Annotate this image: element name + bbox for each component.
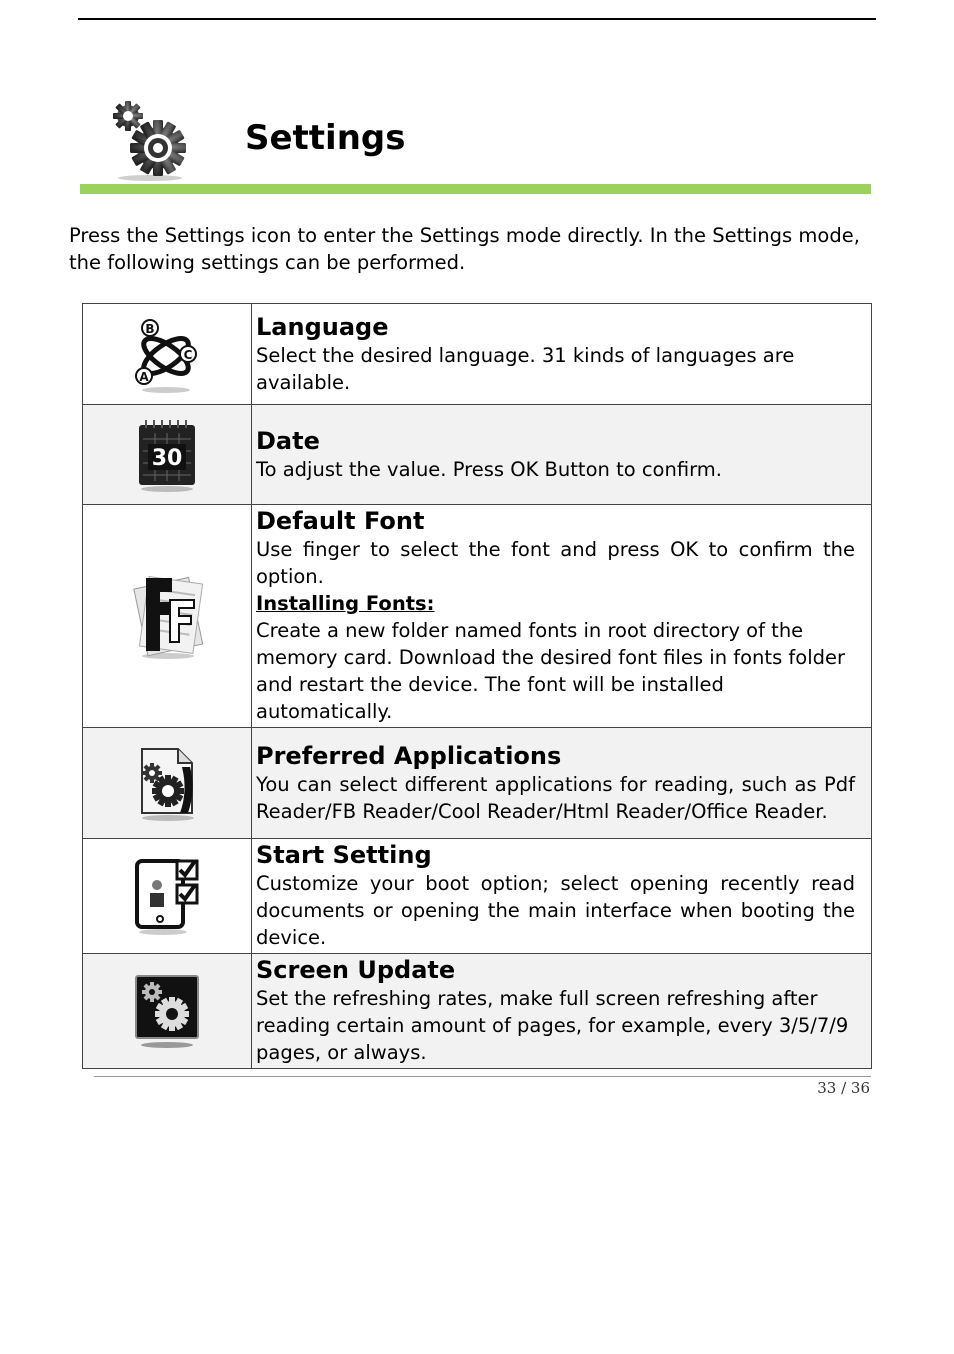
setting-title: Language xyxy=(256,312,389,341)
accent-bar xyxy=(80,184,871,194)
setting-description: Select the desired language. 31 kinds of languages are available. xyxy=(256,343,795,394)
setting-title: Start Setting xyxy=(256,841,432,869)
installing-fonts-subheading: Installing Fonts: xyxy=(256,592,435,615)
table-row xyxy=(83,954,872,1069)
settings-table xyxy=(82,303,872,1069)
setting-title: Default Font xyxy=(256,507,425,535)
top-rule xyxy=(78,18,876,20)
calendar-day: 30 xyxy=(151,445,183,471)
intro-paragraph: Press the Settings icon to enter the Settings mode directly. In the Settings mode, the following settings can be performed. xyxy=(69,224,860,274)
setting-title: Screen Update xyxy=(256,956,456,984)
setting-description-extra: Create a new folder named fonts in root directory of the memory card. Download the desired font files in fonts folder and restart the device. The font will be installed automatically. xyxy=(256,619,846,723)
page-title: Settings xyxy=(245,118,406,158)
table-row xyxy=(83,405,872,505)
language-abc-icon xyxy=(132,312,202,396)
table-row xyxy=(83,728,872,839)
text-cell xyxy=(252,728,872,839)
setting-description: You can select different applications for reading, such as Pdf Reader/FB Reader/Cool Reader/Html Reader/Office Reader. xyxy=(256,772,855,823)
svg-text:B: B xyxy=(145,322,155,336)
device-checklist-icon xyxy=(131,855,203,937)
document-gear-icon xyxy=(132,743,202,823)
svg-text:A: A xyxy=(139,370,149,384)
screen-gear-icon xyxy=(132,972,202,1050)
setting-description: Customize your boot option; select opening recently read documents or opening the main interface when booting the device. xyxy=(256,872,855,949)
icon-cell xyxy=(83,839,252,954)
table-row xyxy=(83,839,872,954)
font-icon xyxy=(126,570,208,662)
setting-description: To adjust the value. Press OK Button to confirm. xyxy=(256,457,723,481)
settings-gears-icon xyxy=(104,96,192,184)
icon-cell xyxy=(83,728,252,839)
calendar-icon xyxy=(134,417,200,493)
table-row xyxy=(83,505,872,728)
text-cell xyxy=(252,405,872,505)
svg-text:C: C xyxy=(183,348,193,362)
table-row xyxy=(83,304,872,405)
text-cell xyxy=(252,505,872,728)
icon-cell xyxy=(83,505,252,728)
setting-title: Date xyxy=(256,426,320,455)
setting-description: Set the refreshing rates, make full screen refreshing after reading certain amount of pages, for example, every 3/5/7/9 pages, or always. xyxy=(256,987,849,1064)
setting-description: Use finger to select the font and press OK to confirm the option. xyxy=(256,538,855,588)
icon-cell xyxy=(83,304,252,405)
text-cell xyxy=(252,304,872,405)
setting-title: Preferred Applications xyxy=(256,741,562,770)
icon-cell xyxy=(83,405,252,505)
icon-cell xyxy=(83,954,252,1069)
text-cell xyxy=(252,954,872,1069)
footer-rule xyxy=(94,1076,871,1077)
page-number: 33 / 36 xyxy=(817,1079,870,1097)
text-cell xyxy=(252,839,872,954)
